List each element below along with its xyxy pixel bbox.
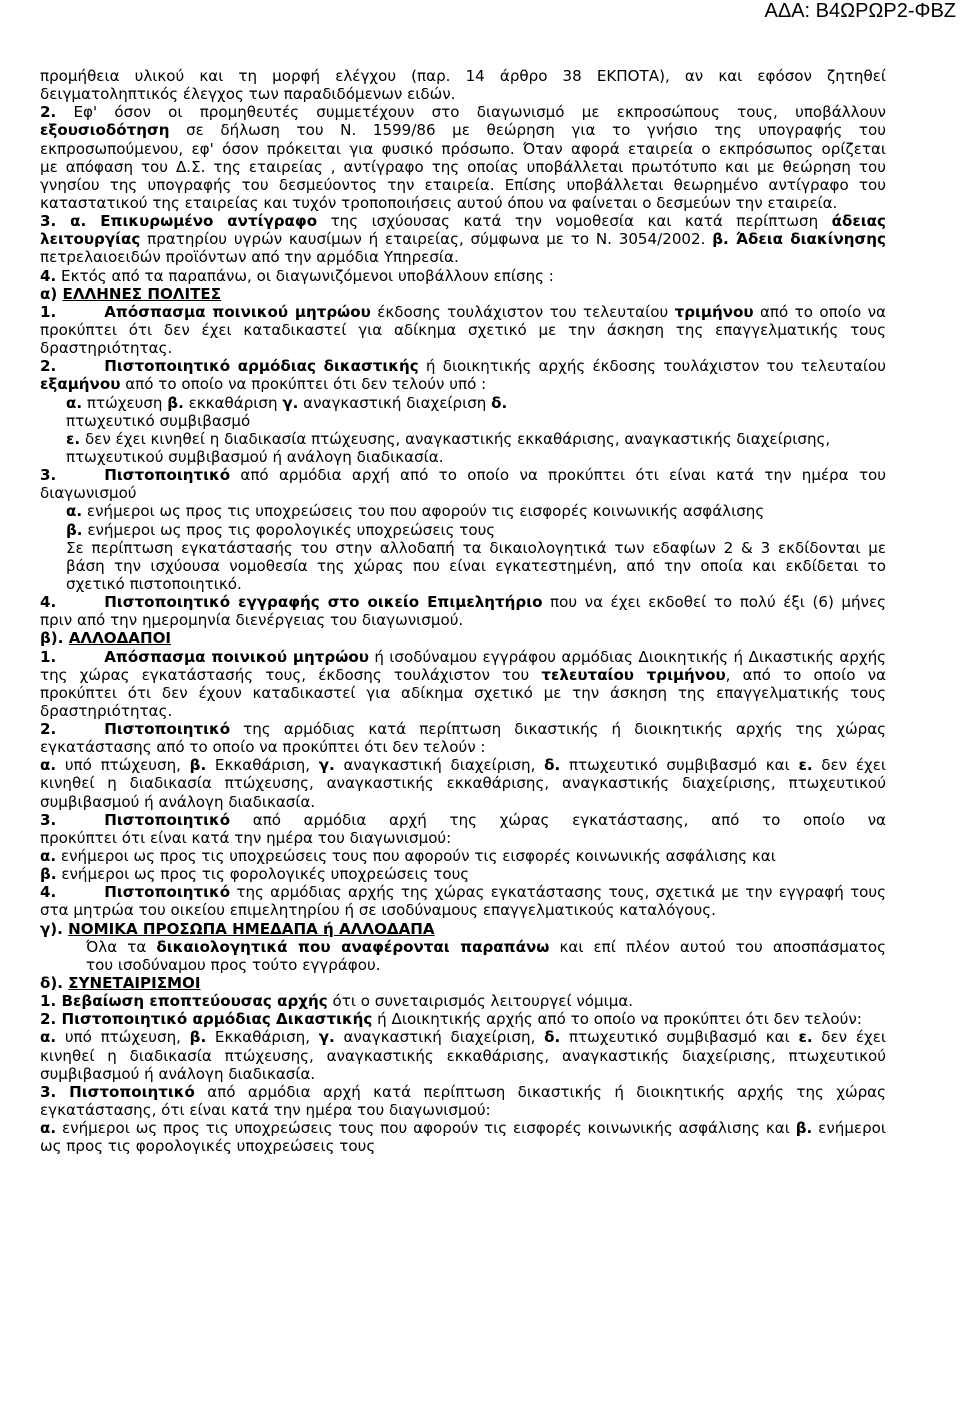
text-span: κινηθεί η διαδικασία πτώχευσης, αναγκαστικής εκκαθάρισης, αναγκαστικής διαχείρισης, πτωχευτικού	[40, 1046, 886, 1065]
text-line	[40, 140, 886, 158]
text-line	[40, 85, 886, 103]
text-line	[40, 756, 886, 774]
text-line	[40, 357, 886, 375]
bold-text: γ).	[40, 919, 69, 938]
bold-text: λειτουργίας	[40, 230, 141, 249]
text-line	[40, 847, 886, 865]
text-span: , από το οποίο να	[725, 665, 886, 684]
text-span: ενήμεροι ως προς τις φορολογικές υποχρεώσεις τους	[56, 865, 470, 884]
bold-text: β.	[66, 520, 83, 539]
section-heading: ΣΥΝΕΤΑΙΡΙΣΜΟΙ	[68, 974, 201, 993]
text-span: καταστατικού της εταιρείας και τυχόν τροποποιήσεις αυτού όπου να φαίνεται ο δεσμεύων την εταιρεία.	[40, 193, 838, 212]
text-span: της αρμόδιας κατά περίπτωση δικαστικής ή διοικητικής αρχής της χώρας	[230, 720, 886, 739]
text-line	[40, 375, 886, 393]
text-span: της αρμόδιας αρχής της χώρας εγκατάστασης τους, σχετικά με την εγγραφή τους	[230, 883, 886, 902]
bold-text: Πιστοποιητικό	[104, 810, 231, 829]
bold-text: γ.	[318, 1028, 335, 1047]
bold-text: 4.	[40, 883, 57, 902]
text-line	[40, 865, 886, 883]
text-span: προκύπτει ότι είναι κατά την ημέρα του διαγωνισμού:	[40, 828, 452, 847]
text-line	[40, 811, 886, 829]
text-line	[40, 67, 886, 85]
text-line	[40, 448, 886, 466]
text-line	[40, 684, 886, 702]
text-line	[40, 430, 886, 448]
text-span: σχετικό πιστοποιητικό.	[66, 574, 242, 593]
text-line	[40, 883, 886, 901]
bold-text: δ.	[544, 1028, 561, 1047]
text-line	[40, 1047, 886, 1065]
text-line	[40, 829, 886, 847]
bold-text: 2.	[40, 720, 57, 739]
bold-text: α.	[40, 1119, 57, 1138]
text-span: ενήμεροι ως προς τις υποχρεώσεις τους που αφορούν τις εισφορές κοινωνικής ασφάλισης και	[56, 847, 776, 866]
text-span: Εκτός από τα παραπάνω, οι διαγωνιζόμενοι υποβάλλουν επίσης :	[56, 266, 554, 285]
text-span: αναγκαστική διαχείριση,	[334, 1028, 545, 1047]
text-span: ενήμεροι ως προς τις φορολογικές υποχρεώσεις τους	[82, 520, 496, 539]
text-line	[40, 230, 886, 248]
text-span: του ισοδύναμου προς τούτο εγγράφου.	[86, 955, 381, 974]
bold-text: τελευταίου τριμήνου	[541, 665, 726, 684]
bold-text: Πιστοποιητικό αρμόδιας δικαστικής	[104, 357, 419, 376]
bold-text: 1.	[40, 647, 57, 666]
text-span: στα μητρώα του οικείου επιμελητηρίου ή σε ισοδύναμους επαγγελματικούς καταλόγους.	[40, 901, 716, 920]
bold-text: δ.	[544, 756, 561, 775]
text-span: δεν έχει	[812, 1028, 886, 1047]
text-span: προκύπτει ότι δεν έχει καταδικαστεί για αδίκημα σχετικό με την άσκηση της επαγγελματικής τους	[40, 320, 886, 339]
text-line	[40, 285, 886, 303]
bold-text: Πιστοποιητικό	[104, 466, 231, 485]
bold-text: άδειας	[831, 212, 886, 231]
text-span: ή διοικητικής αρχής έκδοσης τουλάχιστον του τελευταίου	[418, 357, 886, 376]
text-span: με απόφαση του Δ.Σ. της εταιρείας , αντίγραφο της οποίας υποβάλλεται πρωτότυπο και με θεώρηση του	[40, 157, 886, 176]
text-line	[40, 484, 886, 502]
text-span: δραστηριότητας.	[40, 339, 173, 358]
text-span: σε δήλωση του Ν. 1599/86 με θεώρηση για το γνήσιο της υπογραφής του	[169, 121, 886, 140]
text-line	[40, 121, 886, 139]
text-span: της χώρας εγκατάστασής τους, έκδοσης τουλάχιστον του	[40, 665, 542, 684]
document-body	[40, 67, 886, 1155]
bold-text: α.	[66, 393, 83, 412]
text-span: υπό πτώχευση,	[56, 1028, 190, 1047]
text-line	[40, 1010, 886, 1028]
text-span: πριν από την ημερομηνία διενέργειας του διαγωνισμού.	[40, 611, 464, 630]
bold-text: 3.	[40, 466, 57, 485]
text-line	[40, 1137, 886, 1155]
bold-text: 4.	[40, 266, 57, 285]
text-line	[40, 666, 886, 684]
bold-text: 3.	[40, 810, 57, 829]
text-span: εκπροσωπούμενου, εφ' όσον πρόκειται για φυσικό πρόσωπο. Όταν αφορά εταιρεία ο εκπρόσωπος ορίζεται	[40, 139, 886, 158]
text-span: της ισχύουσας κατά την νομοθεσία και κατά περίπτωση	[317, 212, 832, 231]
text-span: διαγωνισμού	[40, 484, 137, 503]
text-span: εγκατάστασης, ότι είναι κατά την ημέρα του διαγωνισμού:	[40, 1101, 491, 1120]
text-span: από το οποίο να	[753, 302, 886, 321]
bold-text: β.	[795, 1119, 813, 1138]
bold-text: α.	[40, 1028, 57, 1047]
text-span: πτωχευτικού συμβιβασμού ή ανάλογη διαδικασία.	[66, 447, 444, 466]
bold-text: α.	[40, 756, 57, 775]
text-line	[40, 1119, 886, 1137]
text-line	[40, 303, 886, 321]
bold-text: 3. α. Επικυρωμένο αντίγραφο	[40, 212, 318, 231]
bold-text: β).	[40, 629, 69, 648]
text-span: συμβιβασμού ή ανάλογη διαδικασία.	[40, 792, 316, 811]
bold-text: Πιστοποιητικό	[104, 720, 231, 739]
bold-text: τριμήνου	[674, 302, 754, 321]
text-span: ότι ο συνεταιρισμός λειτουργεί νόμιμα.	[327, 992, 634, 1011]
text-line	[40, 974, 886, 992]
text-line	[40, 774, 886, 792]
text-line	[40, 248, 886, 266]
text-line	[40, 557, 886, 575]
text-span: πτώχευση	[82, 393, 168, 412]
text-span: Σε περίπτωση εγκατάστασής του στην αλλοδαπή τα δικαιολογητικά των εδαφίων 2 & 3 εκδίδονται με	[66, 538, 886, 557]
text-line	[40, 321, 886, 339]
ada-code: ΑΔΑ: Β4ΩΡΩΡ2-ΦΒΖ	[764, 0, 956, 22]
text-span: από αρμόδια αρχή από το οποίο να προκύπτει ότι είναι κατά την ημέρα του	[230, 466, 886, 485]
bold-text: ε.	[798, 756, 813, 775]
text-line	[40, 1028, 886, 1046]
text-line	[40, 267, 886, 285]
bold-text: 1.	[40, 302, 57, 321]
text-span: από το οποίο να προκύπτει ότι δεν τελούν υπό :	[120, 375, 487, 394]
bold-text: Πιστοποιητικό εγγραφής στο οικείο Επιμελητήριο	[104, 593, 543, 612]
text-line	[40, 1083, 886, 1101]
text-line	[40, 539, 886, 557]
text-line	[40, 212, 886, 230]
text-line	[40, 901, 886, 919]
text-span: δεν έχει κινηθεί η διαδικασία πτώχευσης, αναγκαστικής εκκαθάρισης, αναγκαστικής διαχείρισης,	[80, 429, 831, 448]
bold-text: δ).	[40, 974, 69, 993]
text-line	[40, 629, 886, 647]
text-span: γνησίου της υπογραφής του δεσμεύοντος την εταιρεία. Επίσης υποβάλλεται θεωρημένο αντίγραφο του	[40, 175, 886, 194]
bold-text: α)	[40, 284, 63, 303]
text-span: δραστηριότητας.	[40, 701, 173, 720]
text-line	[40, 648, 886, 666]
text-line	[40, 702, 886, 720]
text-span: από αρμόδια αρχή κατά περίπτωση δικαστικής ή διοικητικής αρχής της χώρας	[194, 1082, 886, 1101]
bold-text: εξουσιοδότηση	[40, 121, 170, 140]
text-line	[40, 793, 886, 811]
text-line	[40, 611, 886, 629]
bold-text: α.	[66, 502, 83, 521]
text-line	[40, 502, 886, 520]
bold-text: δ.	[491, 393, 508, 412]
text-line	[40, 593, 886, 611]
bold-text: β.	[189, 1028, 207, 1047]
text-line	[40, 521, 886, 539]
text-span: προμήθεια υλικού και τη μορφή ελέγχου (παρ. 14 άρθρο 38 ΕΚΠΟΤΑ), αν και εφόσον ζητηθεί	[40, 67, 886, 85]
text-span: Εφ' όσον οι προμηθευτές συμμετέχουν στο διαγωνισμό με εκπροσώπους τους, υποβάλλουν	[56, 103, 886, 122]
text-span: και επί πλέον αυτού του αποσπάσματος	[559, 937, 886, 956]
text-span: πρατηρίου υγρών καυσίμων ή εταιρείας, σύμφωνα με το Ν. 3054/2002.	[140, 230, 713, 249]
text-span: πτωχευτικό συμβιβασμό και	[560, 756, 799, 775]
bold-text: Απόσπασμα ποινικού μητρώου	[104, 647, 369, 666]
text-line	[40, 339, 886, 357]
text-line	[40, 720, 886, 738]
text-line	[40, 938, 886, 956]
text-span: προκύπτει ότι δεν έχουν καταδικαστεί για αδίκημα σχετικό με την άσκηση της επαγγελματικής τους	[40, 683, 886, 702]
text-span: από αρμόδια αρχή της χώρας εγκατάστασης, από το οποίο να	[230, 810, 886, 829]
text-span: Εκκαθάριση,	[206, 1028, 319, 1047]
text-line	[40, 176, 886, 194]
text-span: πτωχευτικό συμβιβασμό και	[560, 1028, 799, 1047]
text-line	[40, 992, 886, 1010]
text-span: ενήμεροι	[812, 1119, 886, 1138]
text-line	[40, 575, 886, 593]
bold-text: εξαμήνου	[40, 375, 121, 394]
bold-text: ε.	[66, 429, 81, 448]
text-span: αναγκαστική διαχείριση,	[334, 756, 545, 775]
text-span: εγκατάστασης από το οποίο να προκύπτει ότι δεν τελούν :	[40, 738, 486, 757]
text-line	[40, 920, 886, 938]
bold-text: Πιστοποιητικό	[104, 883, 231, 902]
section-heading: ΑΛΛΟΔΑΠΟΙ	[68, 629, 172, 648]
text-span: Όλα τα	[86, 937, 157, 956]
text-line	[40, 1101, 886, 1119]
text-span: ή ισοδύναμου εγγράφου αρμόδιας Διοικητικής ή Δικαστικής αρχής	[368, 647, 886, 666]
text-span: ενήμεροι ως προς τις υποχρεώσεις τους που αφορούν τις εισφορές κοινωνικής ασφάλισης και	[56, 1119, 796, 1138]
text-line	[40, 412, 886, 430]
bold-text: ε.	[798, 1028, 813, 1047]
text-line	[40, 394, 886, 412]
bold-text: 2.	[40, 357, 57, 376]
text-span: πτωχευτικό συμβιβασμό	[66, 411, 251, 430]
bold-text: δικαιολογητικά που αναφέρονται παραπάνω	[156, 937, 550, 956]
text-span: ενήμεροι ως προς τις υποχρεώσεις του που αφορούν τις εισφορές κοινωνικής ασφάλισης	[82, 502, 765, 521]
bold-text: β.	[189, 756, 207, 775]
text-line	[40, 466, 886, 484]
bold-text: 2.	[40, 103, 57, 122]
text-line	[40, 956, 886, 974]
text-span: δεν έχει	[812, 756, 886, 775]
text-line	[40, 103, 886, 121]
text-span: υπό πτώχευση,	[56, 756, 190, 775]
text-span: ή Διοικητικής αρχής από το οποίο να προκύπτει ότι δεν τελούν:	[372, 1010, 862, 1029]
bold-text: β. Άδεια διακίνησης	[712, 230, 886, 249]
text-span: εκκαθάριση	[183, 393, 283, 412]
bold-text: α.	[40, 847, 57, 866]
text-span: ως προς τις φορολογικές υποχρεώσεις τους	[40, 1137, 376, 1156]
section-heading: ΕΛΛΗΝΕΣ ΠΟΛΙΤΕΣ	[62, 284, 222, 303]
text-span: έκδοσης τουλάχιστον του τελευταίου	[370, 302, 675, 321]
text-span: δειγματοληπτικός έλεγχος των παραδιδόμενων ειδών.	[40, 85, 456, 104]
text-line	[40, 158, 886, 176]
text-span: κινηθεί η διαδικασία πτώχευσης, αναγκαστικής εκκαθάρισης, αναγκαστικής διαχείρισης, πτωχευτικού	[40, 774, 886, 793]
text-line	[40, 738, 886, 756]
text-span: που να έχει εκδοθεί το πολύ έξι (6) μήνες	[542, 593, 886, 612]
bold-text: γ.	[318, 756, 335, 775]
bold-text: 3. Πιστοποιητικό	[40, 1082, 195, 1101]
bold-text: γ.	[282, 393, 299, 412]
text-line	[40, 1065, 886, 1083]
text-span: συμβιβασμού ή ανάλογη διαδικασία.	[40, 1064, 316, 1083]
text-span: βάση την ισχύουσα νομοθεσία της χώρας που είναι εγκατεστημένη, από την οποία και εκδίδεται το	[66, 556, 886, 575]
text-span: πετρελαιοειδών προϊόντων από την αρμόδια Υπηρεσία.	[40, 248, 459, 267]
bold-text: 1. Βεβαίωση εποπτεύουσας αρχής	[40, 992, 328, 1011]
bold-text: 4.	[40, 593, 57, 612]
text-span: αναγκαστική διαχείριση	[298, 393, 492, 412]
section-heading: ΝΟΜΙΚΑ ΠΡΟΣΩΠΑ ΗΜΕΔΑΠΑ ή ΑΛΛΟΔΑΠΑ	[68, 919, 435, 938]
text-span: Εκκαθάριση,	[206, 756, 319, 775]
bold-text: 2. Πιστοποιητικό αρμόδιας Δικαστικής	[40, 1010, 373, 1029]
bold-text: β.	[40, 865, 57, 884]
bold-text: Απόσπασμα ποινικού μητρώου	[104, 302, 371, 321]
text-line	[40, 194, 886, 212]
bold-text: β.	[167, 393, 184, 412]
